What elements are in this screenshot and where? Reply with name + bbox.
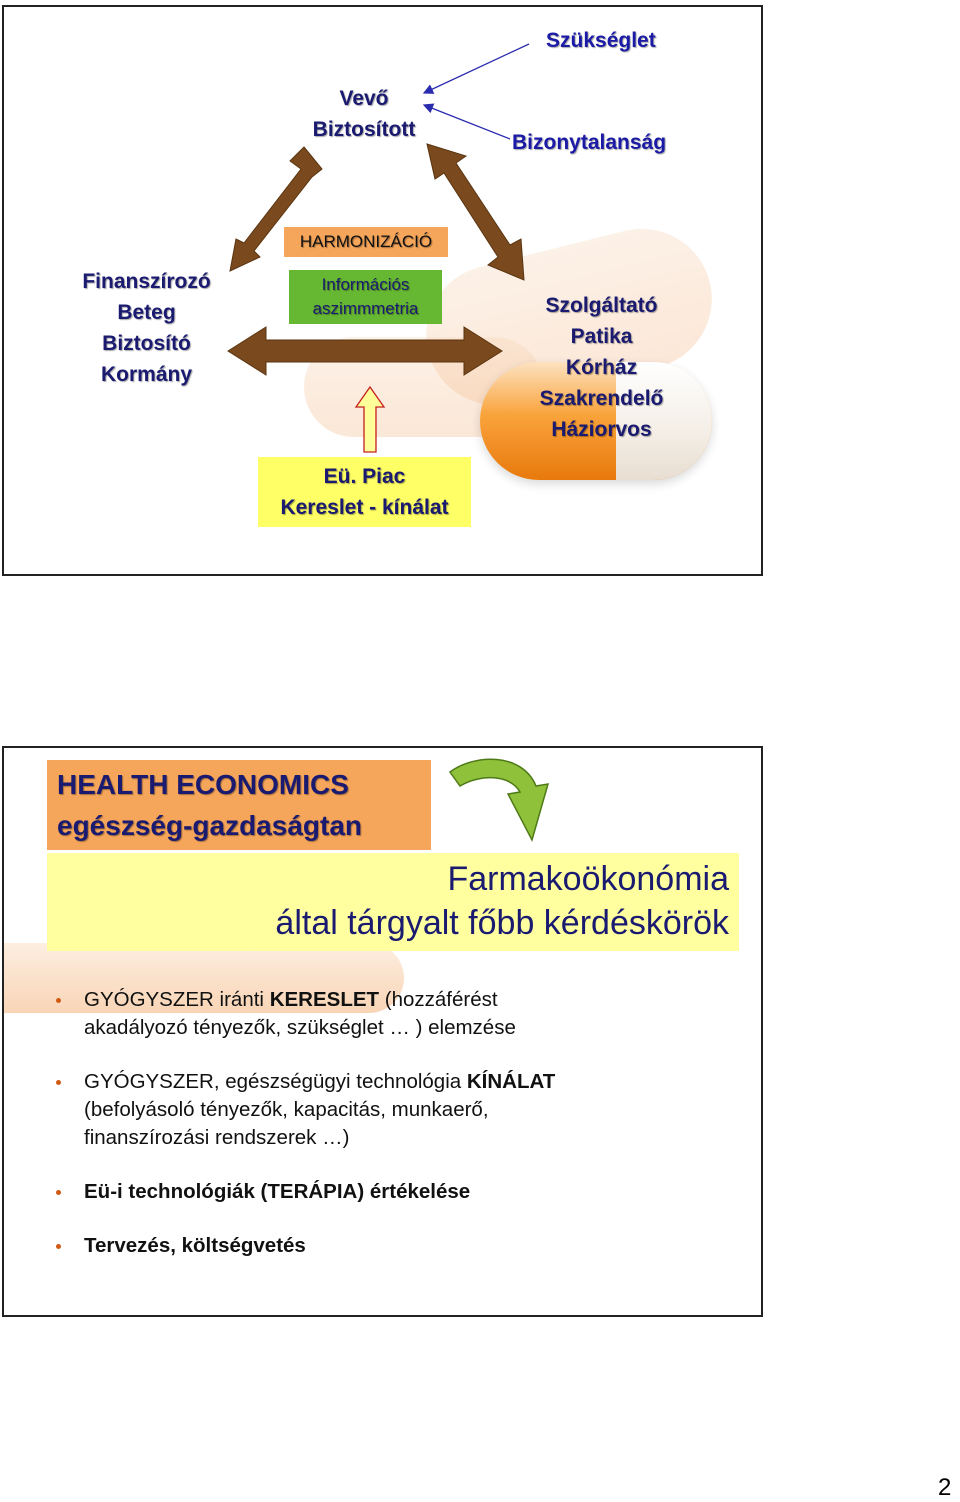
bullet-text-part: GYÓGYSZER, egészségügyi technológia [84, 1070, 467, 1093]
bullet-icon [56, 1190, 61, 1195]
bullet-text-part: (befolyásoló tényezők, kapacitás, munkaerő, finanszírozási rendszerek …) [84, 1098, 489, 1149]
bullet-text [84, 1178, 736, 1206]
brown-arrow-right [427, 144, 524, 280]
bullet-icon [56, 1244, 61, 1249]
bullet-text-bold: KÍNÁLAT [466, 1070, 556, 1093]
bullet-item [56, 1232, 736, 1260]
provider-label [509, 290, 694, 445]
financer-line: Biztosító [102, 332, 191, 355]
yellow-up-arrow [356, 387, 384, 452]
customer-label [294, 83, 434, 145]
market-box [258, 457, 471, 527]
bullet-text-bold: Eü-i technológiák (TERÁPIA) értékelése [84, 1180, 471, 1203]
slide-2 [2, 746, 763, 1317]
financer-line: Beteg [117, 301, 176, 324]
bullet-text-bold: Tervezés, költségvetés [84, 1234, 306, 1257]
brown-arrow-horizontal [228, 327, 502, 375]
bullet-item [56, 1068, 736, 1152]
subtitle-line: által tárgyalt főbb kérdéskörök [275, 904, 729, 942]
bullet-text [84, 986, 736, 1042]
bullet-icon [56, 998, 61, 1003]
customer-line: Vevő [339, 87, 389, 110]
provider-line: Szolgáltató [545, 294, 658, 317]
subtitle-box [47, 853, 739, 951]
needs-label: Szükséglet [546, 29, 656, 52]
bullet-text-part: GYÓGYSZER iránti [84, 988, 270, 1011]
slide-1 [2, 5, 763, 576]
provider-line: Háziorvos [551, 418, 652, 441]
bullet-text-bold: KERESLET [269, 988, 380, 1011]
bullet-text-part: (hozzáférést akadályozó tényezők, szükséglet … ) elemzése [84, 988, 516, 1039]
market-line: Kereslet - kínálat [280, 496, 449, 519]
title-line: HEALTH ECONOMICS [57, 769, 349, 800]
bullet-item [56, 986, 736, 1042]
harmonization-box: HARMONIZÁCIÓ [284, 227, 448, 257]
uncertainty-label: Bizonytalanság [512, 131, 667, 154]
arrow-uncertainty [424, 105, 510, 139]
page-number: 2 [938, 1474, 952, 1501]
provider-line: Szakrendelő [539, 387, 664, 410]
green-curved-arrow [444, 750, 554, 846]
info-asymmetry-line: Információs [321, 275, 410, 294]
bullet-text [84, 1068, 736, 1152]
arrow-needs [424, 44, 529, 93]
provider-line: Patika [570, 325, 633, 348]
customer-line: Biztosított [312, 118, 416, 141]
subtitle-line: Farmakoökonómia [447, 860, 729, 898]
info-asymmetry-line: aszimmmetria [312, 299, 419, 318]
financer-line: Kormány [100, 363, 193, 386]
financer-label [59, 266, 234, 390]
title-line: egészség-gazdaságtan [57, 810, 362, 841]
market-line: Eü. Piac [323, 465, 406, 488]
bullet-item [56, 1178, 736, 1206]
financer-line: Finanszírozó [82, 270, 211, 293]
title-box [47, 760, 431, 850]
provider-line: Kórház [565, 356, 638, 379]
bullet-icon [56, 1080, 61, 1085]
bullet-list [56, 986, 736, 1286]
bullet-text [84, 1232, 736, 1260]
info-asymmetry-box [289, 270, 442, 324]
